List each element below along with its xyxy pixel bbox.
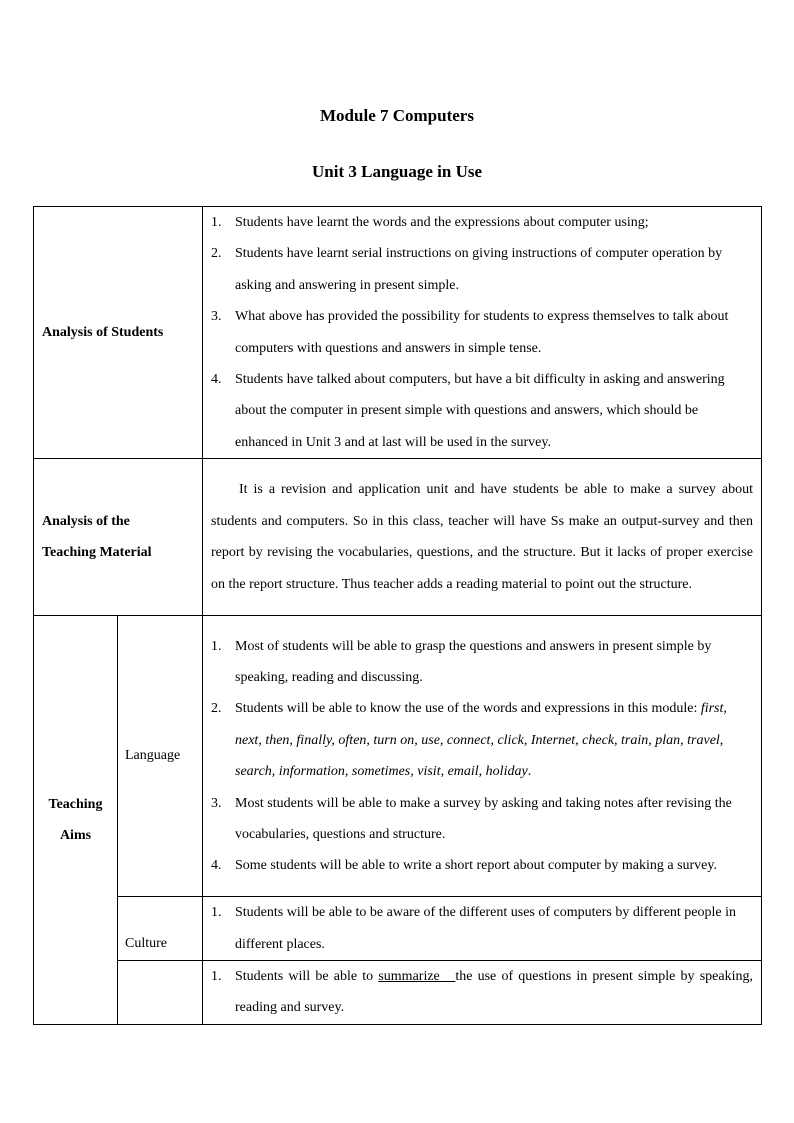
list-item: 4. Students have talked about computers, but have a bit difficulty in asking and answering about the computer in present simple with questions and answers, which should be enhanced in Unit 3 and at last will be used in the survey. — [211, 372, 725, 450]
module-title: Module 7 Computers — [320, 106, 474, 125]
list-item: 2. Students have learnt serial instructions on giving instructions of computer operation by asking and answering in present simple. — [211, 246, 723, 293]
list-item: 1. Most of students will be able to grasp the questions and answers in present simple by speaking, reading and discussing. — [211, 638, 712, 686]
cell-analysis-of-students — [203, 207, 762, 459]
label-language: Language — [118, 616, 203, 897]
list-item: 4. Some students will be able to write a short report about computer by making a survey. — [211, 858, 717, 874]
label-analysis-of-students: Analysis of Students — [34, 207, 203, 459]
label-culture: Culture — [118, 897, 203, 961]
label-analysis-of-teaching-material: Analysis of the Teaching Material — [34, 459, 203, 616]
label-teaching-aims: Teaching Aims — [34, 616, 118, 1025]
list-item: 2. Students will be able to know the use of the words and expressions in this module: first, next, then, finally, often, turn on, use, connect, click, Internet, check, train, plan, travel, search, information, sometimes, visit, email, holiday. — [211, 701, 727, 780]
teaching-material-paragraph: It is a revision and application unit and have students be able to make a survey about students and computers. So in this class, teacher will have Ss make an output-survey and then report by revising the vocabularies, questions, and the structure. But it lacks of proper exercise on the report structure. Thus teacher adds a reading material to point out the structure. — [211, 482, 753, 592]
list-item: 1. Students will be able to summarize the use of questions in present simple by speaking, reading and survey. — [211, 969, 753, 1016]
label-skill — [118, 961, 203, 1025]
underlined-word: summarize — [378, 969, 456, 985]
row-teaching-aims-language — [34, 616, 762, 897]
cell-culture-aims — [203, 897, 762, 961]
list-item: 3. What above has provided the possibility for students to express themselves to talk about computers with questions and answers in simple tense. — [211, 309, 729, 356]
list-item: 1. Students will be able to be aware of the different uses of computers by different people in different places. — [211, 905, 736, 952]
unit-title: Unit 3 Language in Use — [311, 162, 483, 181]
module-vocabulary: first, next, then, finally, often, turn on, use, connect, click, Internet, check, train, plan, travel, search, information, sometimes, visit, email, holiday — [235, 701, 727, 780]
row-teaching-aims-skill — [34, 961, 762, 1025]
lesson-plan-table — [33, 206, 762, 1025]
cell-analysis-of-teaching-material — [203, 459, 762, 616]
list-item: 3. Most students will be able to make a survey by asking and taking notes after revising the vocabularies, questions and structure. — [211, 795, 732, 843]
cell-skill-aims — [203, 961, 762, 1025]
list-item: 1. Students have learnt the words and the expressions about computer using; — [211, 215, 649, 230]
cell-language-aims — [203, 616, 762, 897]
row-analysis-of-teaching-material — [34, 459, 762, 616]
row-teaching-aims-culture — [34, 897, 762, 961]
row-analysis-of-students — [34, 207, 762, 459]
